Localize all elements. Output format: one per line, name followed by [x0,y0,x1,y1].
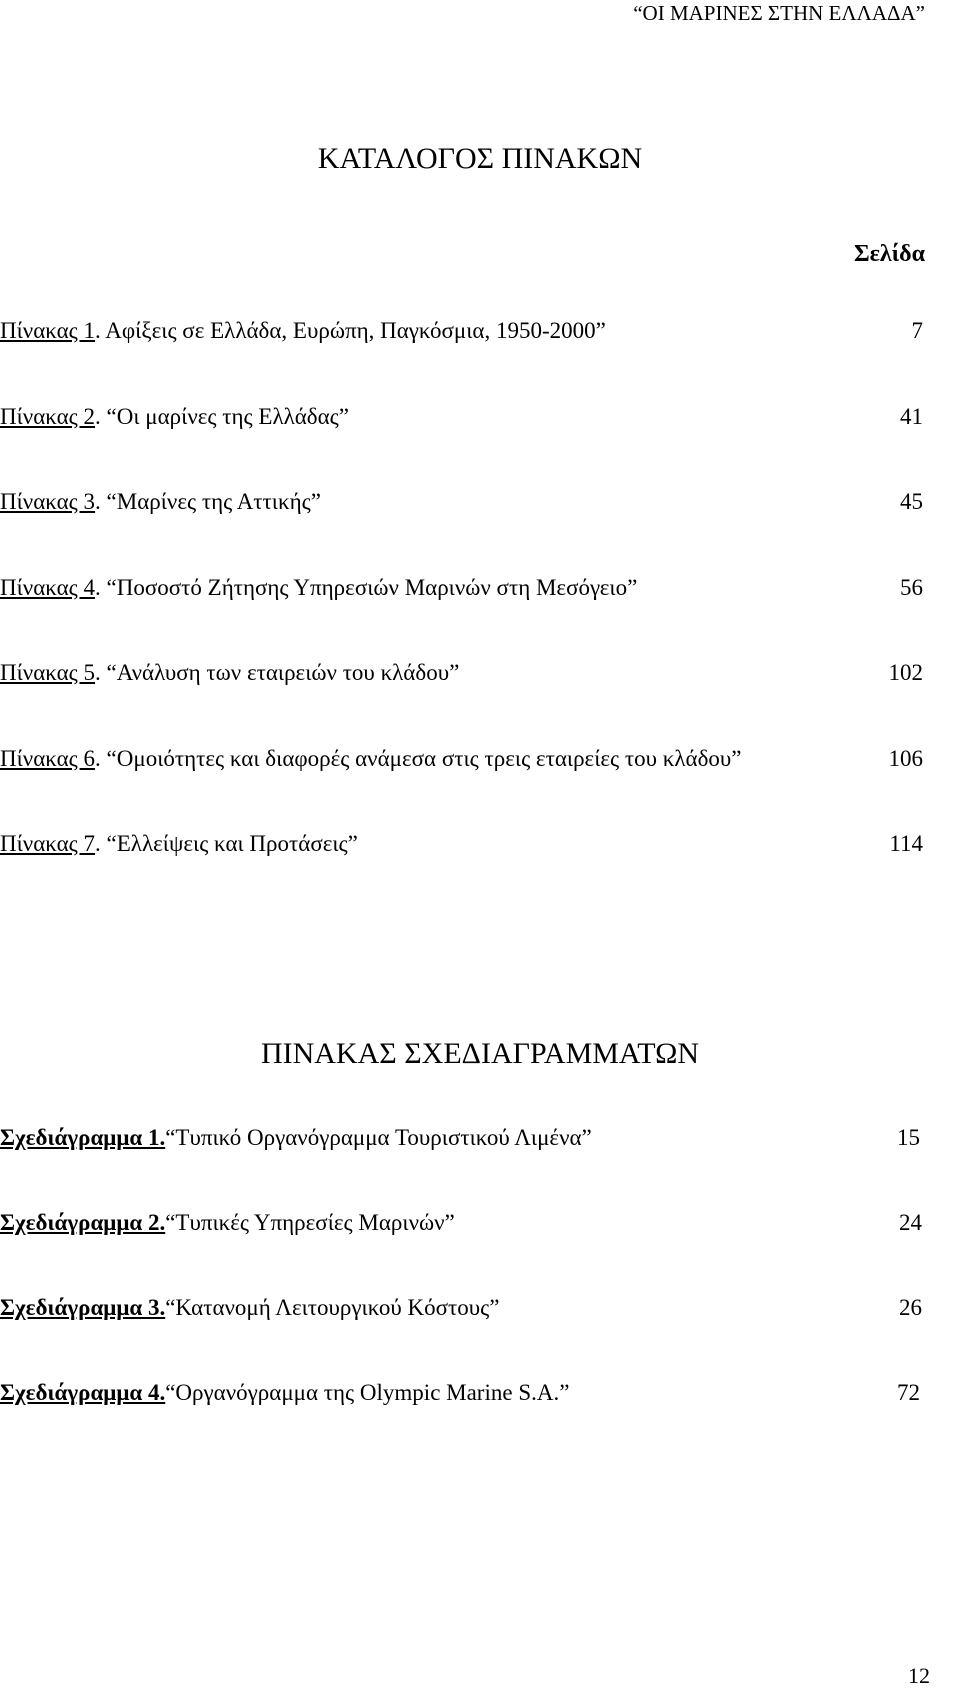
entry-title: . Αφίξεις σε Ελλάδα, Ευρώπη, Παγκόσμια, 1950-2000” [95,318,606,343]
entry-page: 45 [900,489,923,514]
entry-page: 15 [897,1125,920,1150]
entry-label[interactable]: Πίνακας 1 [0,318,96,343]
entry-page: 56 [900,575,923,600]
entry-label[interactable]: Σχεδιάγραμμα 4. [0,1380,166,1405]
tables-page-column-label: Σελίδα [853,241,925,267]
entry-page: 26 [899,1295,922,1320]
entry-title: . “Ανάλυση των εταιρειών του κλάδου” [95,660,460,685]
entry-title: “Τυπικό Οργανόγραμμα Τουριστικού Λιμένα” [165,1125,592,1150]
entry-label[interactable]: Σχεδιάγραμμα 3. [0,1295,166,1320]
list-item[interactable] [0,1123,960,1153]
entry-page: 24 [899,1210,922,1235]
list-item[interactable] [0,1208,960,1238]
entry-label[interactable]: Πίνακας 7 [0,831,96,856]
entry-title: . “Ποσοστό Ζήτησης Υπηρεσιών Μαρινών στη Μεσόγειο” [95,575,638,600]
entry-title: “Τυπικές Υπηρεσίες Μαρινών” [165,1210,455,1235]
list-item[interactable] [0,1293,960,1323]
list-item[interactable] [0,402,960,432]
entry-page: 7 [911,318,923,343]
list-item[interactable] [0,658,960,688]
diagrams-section-title: ΠΙΝΑΚΑΣ ΣΧΕΔΙΑΓΡΑΜΜΑΤΩΝ [260,1037,700,1070]
list-item[interactable] [0,573,960,603]
entry-page: 41 [900,404,923,429]
entry-title: . “Οι μαρίνες της Ελλάδας” [95,404,350,429]
entry-page: 102 [888,660,923,685]
entry-label[interactable]: Σχεδιάγραμμα 2. [0,1210,166,1235]
entry-label[interactable]: Πίνακας 2 [0,404,96,429]
entry-page: 72 [897,1380,920,1405]
list-item[interactable] [0,1378,960,1408]
list-item[interactable] [0,744,960,774]
entry-title: . “Ομοιότητες και διαφορές ανάμεσα στις τρεις εταιρείες του κλάδου” [95,746,742,771]
list-item[interactable] [0,829,960,859]
entry-title: . “Ελλείψεις και Προτάσεις” [95,831,358,856]
tables-section-title: ΚΑΤΑΛΟΓΟΣ ΠΙΝΑΚΩΝ [317,142,643,175]
entry-title: “Οργανόγραμμα της Olympic Marine S.A.” [165,1380,570,1405]
page-number: 12 [908,1663,930,1688]
list-item[interactable] [0,316,960,346]
running-header: “ΟΙ ΜΑΡΙΝΕΣ ΣΤΗΝ ΕΛΛΑΔΑ” [633,1,925,25]
entry-label[interactable]: Πίνακας 5 [0,660,96,685]
entry-title: . “Μαρίνες της Αττικής” [95,489,321,514]
list-item[interactable] [0,487,960,517]
entry-label[interactable]: Πίνακας 3 [0,489,96,514]
entry-page: 106 [888,746,923,771]
entry-label[interactable]: Σχεδιάγραμμα 1. [0,1125,166,1150]
entry-label[interactable]: Πίνακας 6 [0,746,96,771]
entry-label[interactable]: Πίνακας 4 [0,575,96,600]
entry-page: 114 [889,831,923,856]
entry-title: “Κατανομή Λειτουργικού Κόστους” [165,1295,500,1320]
